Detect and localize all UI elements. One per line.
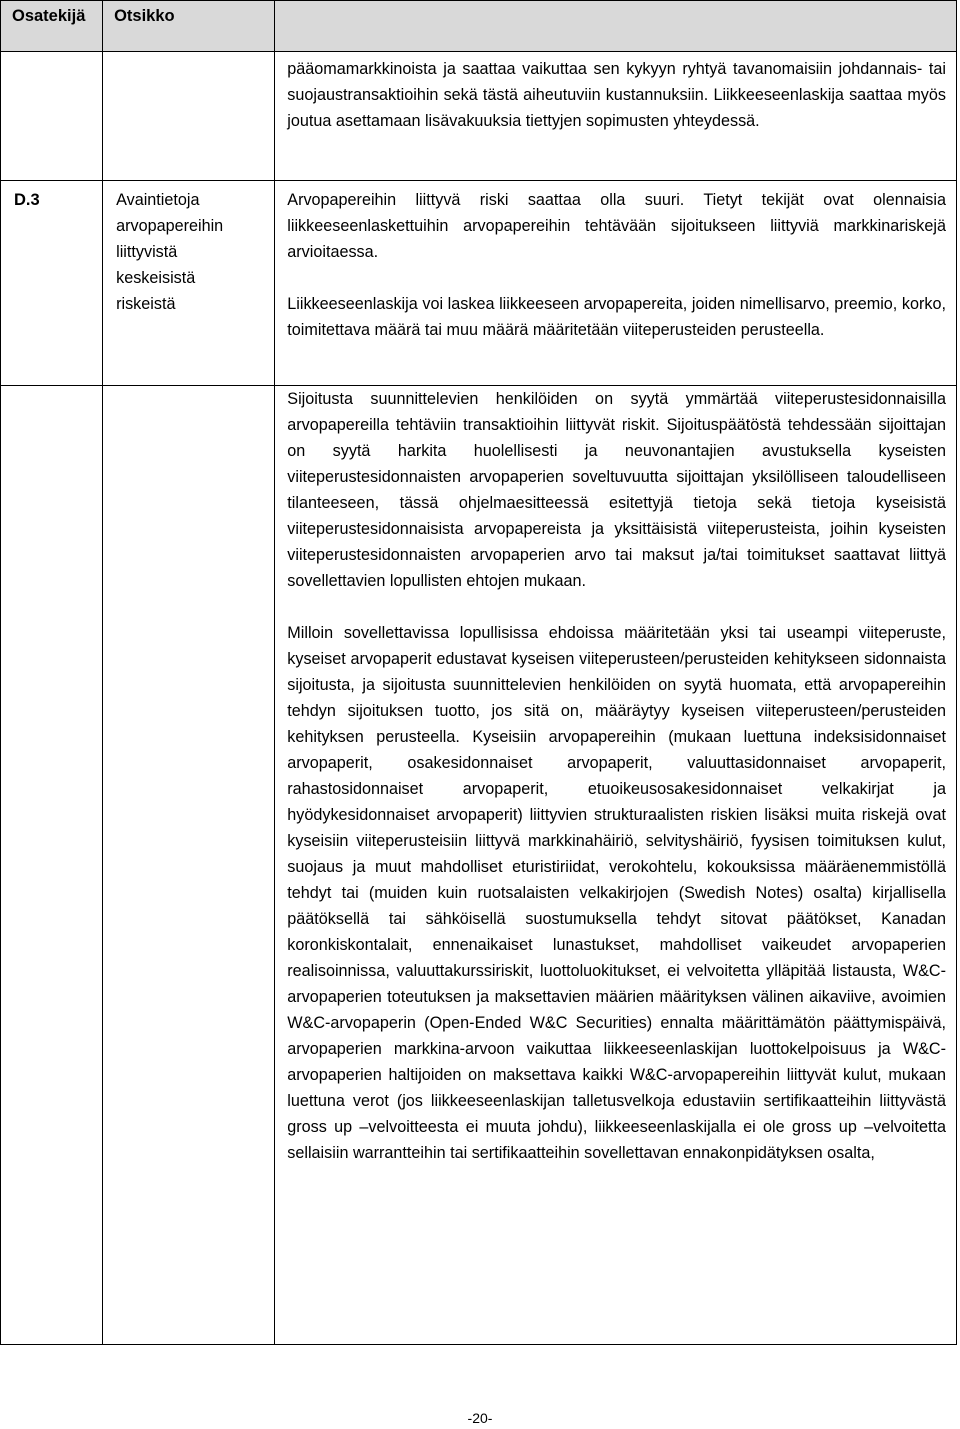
element-id: D.3: [14, 191, 40, 209]
element-id: [1, 386, 102, 392]
table-row: [1, 181, 957, 386]
element-id-cell: [1, 52, 103, 181]
element-title-cell: [103, 52, 275, 181]
paragraph: pääomamarkkinoista ja saattaa vaikuttaa sen kykyyn ryhtyä tavanomaisiin johdannais- tai suojaustransaktioihin sekä tästä aiheutuviin kustannuksiin. Liikkeeseenlaskija saattaa myös joutua asettamaan lisävakuuksia tiettyjen sopimusten yhteydessä.: [287, 60, 946, 130]
table-row: [1, 52, 957, 181]
element-title-line: liittyvistä: [116, 243, 178, 261]
header-title-label: Otsikko: [114, 7, 175, 25]
element-title-cell: [103, 181, 275, 386]
paragraph: Milloin sovellettavissa lopullisissa ehdoissa määritetään yksi tai useampi viiteperuste, kyseiset arvopaperit edustavat kyseisen viiteperusteen/perusteiden kehitykseen sidonnaista sijoitusta, ja sijoitusta suunnittelevien henkilöiden on syytä huomata, että arvopapereihin tehdyn sijoituksen tuotto, jos sitä on, määräytyy kyseisen viiteperusteen/perusteiden kehityksen perusteella. Kyseisiin arvopapereihin (mukaan luettuna indeksisidonnaiset arvopaperit, osakesidonnaiset arvopaperit, valuuttasidonnaiset arvopaperit, rahastosidonnaiset arvopaperit, etuoikeusosakesidonnaiset velkakirjat ja hyödykesidonnaiset arvopaperit) liittyvien strukturaalisten riskien lisäksi muita riskejä ovat kyseisiin viiteperusteisiin liittyvä markkinahäiriö, selvityshäiriö, fyysisen toimituksen kulut, suojaus ja muut mahdolliset eturistiriidat, verokohtelu, kokouksissa määräenemmistöllä tehdyt tai (muiden kuin ruotsalaisten velkakirjojen (Swedish Notes) osalta) kirjallisella päätöksellä tai sähköisellä suostumuksella tehdyt sitovat päätökset, Kanadan koronkiskontalait, ennenaikaiset lunastukset, mahdolliset vaikeudet arvopaperien realisoinnissa, valuuttakurssiriskit, luottoluokitukset, ei velvoitetta ylläpitää listausta, W&C-arvopaperien toteutuksen ja maksettavien määrien määrityksen välinen aikaviive, avoimien W&C-arvopaperin (Open-Ended W&C Securities) ennalta määrittämätön päättymispäivä, arvopaperien markkina-arvoon vaikuttaa liikkeeseenlaskijan luottokelpoisuus ja W&C-arvopaperien haltijoiden on maksettava kaikki W&C-arvopapereihin liittyvät kulut, mukaan luettuna verot (jos liikkeeseenlaskijan talletusvelkoja edustaviin sertifikaatteihin liittyvästä gross up –velvoitteesta ei muuta johdu), liikkeeseenlaskijalla ei ole gross up –velvoitetta sellaisiin warrantteihin tai sertifikaatteihin sovellettavan ennakonpidätyksen osalta,: [287, 624, 946, 1162]
element-title-line: Avaintietoja: [116, 191, 200, 209]
element-id: [1, 52, 102, 58]
element-title-line: keskeisistä: [116, 269, 196, 287]
element-title-line: riskeistä: [116, 295, 176, 313]
header-cell-element: [1, 1, 103, 52]
table-row: [1, 386, 957, 1345]
header-cell-title: [103, 1, 275, 52]
paragraph: Arvopapereihin liittyvä riski saattaa olla suuri. Tietyt tekijät ovat olennaisia liikkeeseenlaskettuihin arvopapereihin tehtävään sijoitukseen liittyviä markkinariskejä arvioitaessa.: [287, 191, 946, 261]
element-title: [103, 181, 274, 317]
header-cell-content: [275, 1, 957, 52]
header-element-label: Osatekijä: [12, 7, 86, 25]
table-header-row: [1, 1, 957, 52]
page-number: -20-: [467, 1410, 493, 1426]
paragraph: Sijoitusta suunnittelevien henkilöiden on syytä ymmärtää viiteperustesidonnaisilla arvopapereilla tehtäviin transaktioihin liittyvät riskit. Sijoituspäätöstä tehdessään sijoittajan on syytä harkita huolellisesti ja neuvonantajien avustuksella kyseisten viiteperustesidonnaisten arvopaperien soveltuvuutta sijoittajan yksilölliseen taloudelliseen tilanteeseen, tässä ohjelmaesitteessä esitettyjä tietoja sekä tietoja kyseisistä viiteperustesidonnaisista arvopapereista ja yksittäisistä viiteperusteista, joihin kyseisten viiteperustesidonnaisten arvopaperien arvo tai maksut ja/tai toimitukset saattavat liittyä sovellettavien lopullisten ehtojen mukaan.: [287, 390, 946, 590]
paragraph: Liikkeeseenlaskija voi laskea liikkeeseen arvopapereita, joiden nimellisarvo, preemio, korko, toimitettava määrä tai muu määrä määritetään viiteperusteiden perusteella.: [287, 295, 946, 339]
element-id-cell: [1, 386, 103, 1345]
element-title-line: arvopapereihin: [116, 217, 224, 235]
content-cell: [275, 386, 957, 1345]
element-title-cell: [103, 386, 275, 1345]
element-id-cell: [1, 181, 103, 386]
content-cell: [275, 181, 957, 386]
content-cell: [275, 52, 957, 181]
